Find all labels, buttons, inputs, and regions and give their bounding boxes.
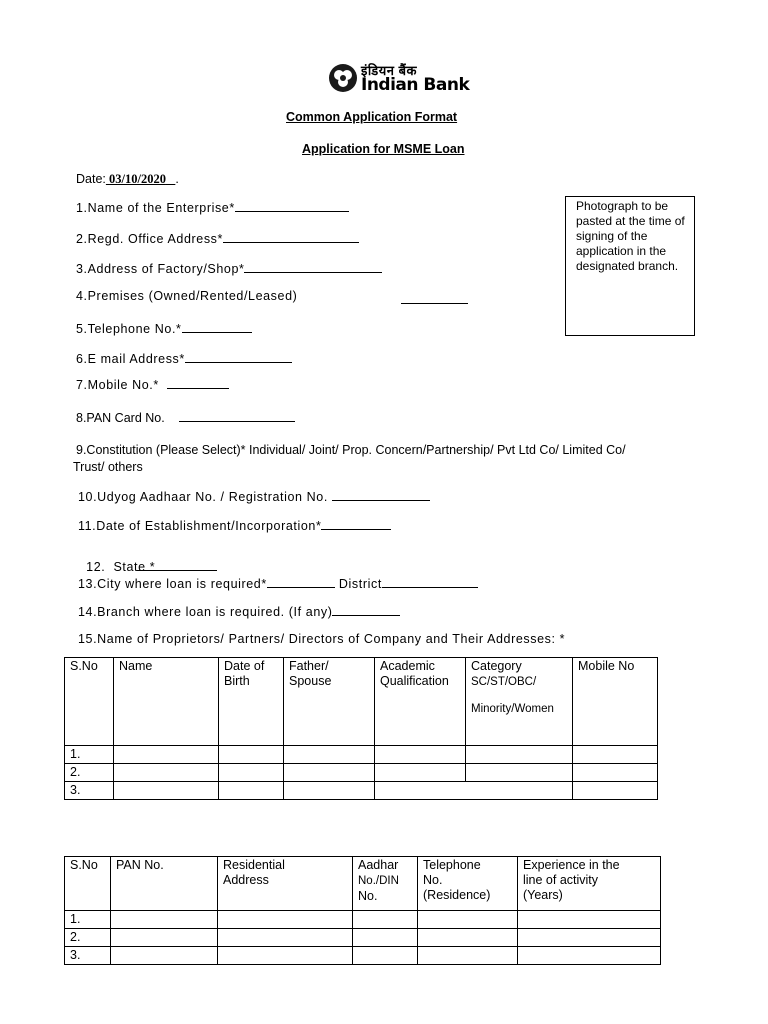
field-enterprise-name: 1.Name of the Enterprise* xyxy=(76,199,349,215)
city-input[interactable] xyxy=(267,575,335,588)
cell-input[interactable] xyxy=(218,929,353,947)
cell-input[interactable] xyxy=(466,764,573,782)
header-experience: Experience in the line of activity (Years) xyxy=(518,857,661,911)
branch-input[interactable] xyxy=(332,603,400,616)
field-constitution[interactable]: 9.Constitution (Please Select)* Individual/ Joint/ Prop. Concern/Partnership/ Pvt Ltd Co/ Limited Co/ xyxy=(76,443,626,457)
cell-input[interactable] xyxy=(518,911,661,929)
header-aadhar-din: Aadhar No./DIN No. xyxy=(353,857,418,911)
cell-input[interactable] xyxy=(418,911,518,929)
cell-input[interactable] xyxy=(375,782,573,800)
header-father-spouse: Father/ Spouse xyxy=(284,658,375,746)
field-email: 6.E mail Address* xyxy=(76,350,292,366)
table-row xyxy=(65,947,661,965)
cell-input[interactable] xyxy=(114,782,219,800)
field-regd-office-address: 2.Regd. Office Address* xyxy=(76,230,359,246)
header-academic: Academic Qualification xyxy=(375,658,466,746)
table-row xyxy=(65,746,658,764)
cell-input[interactable] xyxy=(573,764,658,782)
cell-input[interactable] xyxy=(518,929,661,947)
cell-input[interactable] xyxy=(466,746,573,764)
table-row xyxy=(65,911,661,929)
premises-input[interactable] xyxy=(401,291,468,304)
cell-input[interactable] xyxy=(219,782,284,800)
establishment-date-input[interactable] xyxy=(321,517,391,530)
logo-hindi-text: इंडियन बैंक xyxy=(361,63,417,78)
table-row xyxy=(65,782,658,800)
cell-input[interactable] xyxy=(284,782,375,800)
header-sno: S.No xyxy=(65,658,114,746)
cell-input[interactable] xyxy=(219,746,284,764)
cell-input[interactable] xyxy=(375,746,466,764)
cell-input[interactable] xyxy=(219,764,284,782)
date-value[interactable]: 03/10/2020 xyxy=(109,172,166,186)
field-establishment-date: 11.Date of Establishment/Incorporation* xyxy=(78,517,391,533)
field-constitution-cont: Trust/ others xyxy=(73,460,143,474)
mobile-input[interactable] xyxy=(167,376,229,389)
field-telephone: 5.Telephone No.* xyxy=(76,320,252,336)
row-sno: 1. xyxy=(65,746,114,764)
header-dob: Date of Birth xyxy=(219,658,284,746)
field-city-district: 13.City where loan is required* District xyxy=(78,575,478,591)
header-telephone: Telephone No. (Residence) xyxy=(418,857,518,911)
row-sno: 1. xyxy=(65,911,111,929)
pan-input[interactable] xyxy=(179,409,295,422)
proprietors-details-table xyxy=(64,856,661,965)
enterprise-name-input[interactable] xyxy=(235,199,349,212)
table-row xyxy=(65,929,661,947)
header-pan: PAN No. xyxy=(111,857,218,911)
cell-input[interactable] xyxy=(573,746,658,764)
cell-input[interactable] xyxy=(353,929,418,947)
header-category: Category SC/ST/OBC/ Minority/Women xyxy=(466,658,573,746)
cell-input[interactable] xyxy=(353,947,418,965)
field-premises: 4.Premises (Owned/Rented/Leased) xyxy=(76,289,298,303)
cell-input[interactable] xyxy=(114,746,219,764)
row-sno: 2. xyxy=(65,929,111,947)
cell-input[interactable] xyxy=(375,764,466,782)
field-state: 12. State * xyxy=(78,544,217,574)
proprietors-table xyxy=(64,657,658,800)
cell-input[interactable] xyxy=(114,764,219,782)
cell-input[interactable] xyxy=(518,947,661,965)
table-header-row xyxy=(65,658,658,746)
cell-input[interactable] xyxy=(353,911,418,929)
table-header-row xyxy=(65,857,661,911)
field-pan: 8.PAN Card No. xyxy=(76,409,295,425)
state-input[interactable] xyxy=(137,558,217,571)
indian-bank-logo-icon xyxy=(328,63,358,93)
date-label: Date: xyxy=(76,172,106,186)
field-branch: 14.Branch where loan is required. (If any) xyxy=(78,603,400,619)
cell-input[interactable] xyxy=(218,911,353,929)
factory-address-input[interactable] xyxy=(244,260,382,273)
cell-input[interactable] xyxy=(573,782,658,800)
header-mobile: Mobile No xyxy=(573,658,658,746)
header-name: Name xyxy=(114,658,219,746)
field-udyog-aadhaar: 10.Udyog Aadhaar No. / Registration No. xyxy=(78,488,430,504)
email-input[interactable] xyxy=(185,350,292,363)
date-suffix: . xyxy=(175,172,179,186)
regd-office-address-input[interactable] xyxy=(223,230,359,243)
date-row xyxy=(76,172,179,187)
cell-input[interactable] xyxy=(284,746,375,764)
row-sno: 2. xyxy=(65,764,114,782)
cell-input[interactable] xyxy=(111,911,218,929)
field-factory-address: 3.Address of Factory/Shop* xyxy=(76,260,382,276)
cell-input[interactable] xyxy=(218,947,353,965)
header-sno: S.No xyxy=(65,857,111,911)
cell-input[interactable] xyxy=(111,947,218,965)
telephone-input[interactable] xyxy=(182,320,252,333)
bank-logo xyxy=(328,62,469,94)
field-mobile: 7.Mobile No.* xyxy=(76,376,229,392)
header-residential-address: Residential Address xyxy=(218,857,353,911)
form-title: Common Application Format xyxy=(286,110,458,124)
udyog-aadhaar-input[interactable] xyxy=(332,488,430,501)
cell-input[interactable] xyxy=(418,947,518,965)
photograph-note: Photograph to be pasted at the time of signing of the application in the designated branch. xyxy=(576,199,685,273)
cell-input[interactable] xyxy=(418,929,518,947)
form-subtitle: Application for MSME Loan xyxy=(302,142,465,156)
photograph-box xyxy=(565,196,695,336)
field-proprietors: 15.Name of Proprietors/ Partners/ Directors of Company and Their Addresses: * xyxy=(78,632,566,646)
row-sno: 3. xyxy=(65,782,114,800)
table-row xyxy=(65,764,658,782)
row-sno: 3. xyxy=(65,947,111,965)
cell-input[interactable] xyxy=(284,764,375,782)
district-input[interactable] xyxy=(382,575,478,588)
logo-english-text: Indian Bank xyxy=(361,75,470,95)
cell-input[interactable] xyxy=(111,929,218,947)
